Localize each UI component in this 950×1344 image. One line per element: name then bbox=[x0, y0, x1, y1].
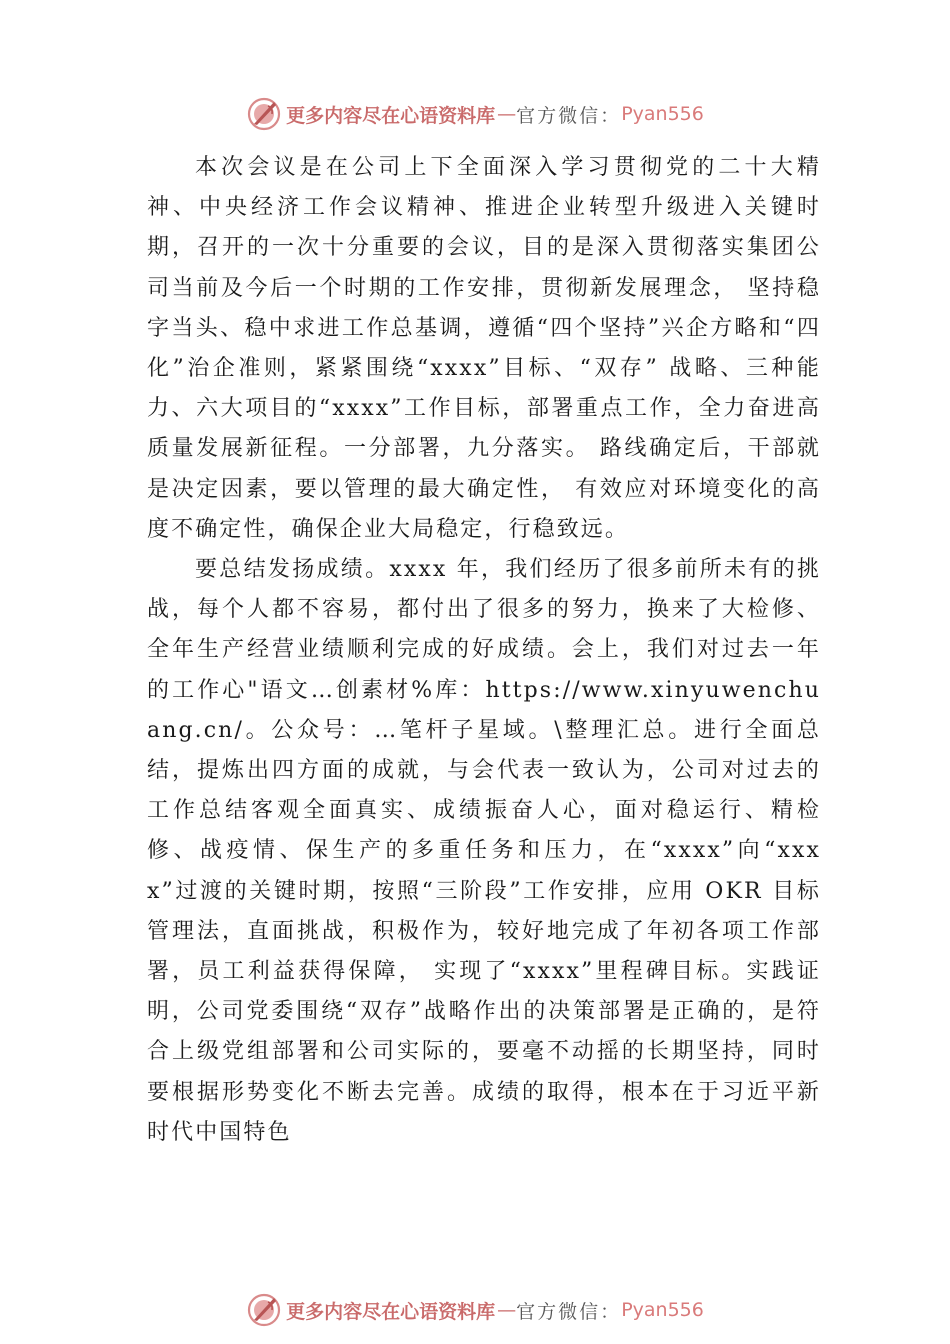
paragraph-1: 本次会议是在公司上下全面深入学习贯彻党的二十大精神、中央经济工作会议精神、推进企业转型升级进入关键时期，召开的一次十分重要的会议，目的是深入贯彻落实集团公司当前及今后一个时期的工作安排，贯彻新发展理念， 坚持稳字当头、稳中求进工作总基调，遵循“四个坚持”兴企方略和“四化”治企准则，紧紧围绕“xxxx”目标、“双存” 战略、三种能力、六大项目的“xxxx”工作目标，部署重点工作，全力奋进高质量发展新征程。一分部署，九分落实。 路线确定后，干部就是决定因素，要以管理的最大确定性， 有效应对环境变化的高度不确定性，确保企业大局稳定，行稳致远。 bbox=[147, 155, 821, 542]
wechat-id: Pyan556 bbox=[621, 1299, 704, 1321]
paragraph-2: 要总结发扬成绩。xxxx 年，我们经历了很多前所未有的挑战，每个人都不容易，都付出了很多的努力，换来了大检修、全年生产经营业绩顺利完成的好成绩。会上，我们对过去一年的工作心"语文…创素材%库：https://www.xinyuwenchuang.cn/。公众号：…笔杆子星域。\整理汇总。进行全面总结，提炼出四方面的成就，与会代表一致认为，公司对过去的工作总结客观全面真实、成绩振奋人心，面对稳运行、精检修、战疫情、保生产的多重任务和压力，在“xxxx”向“xxxx”过渡的关键时期，按照“三阶段”工作安排，应用 OKR 目标管理法，直面挑战，积极作为，较好地完成了年初各项工作部署，员工利益获得保障， 实现了“xxxx”里程碑目标。实践证明，公司党委围绕“双存”战略作出的决策部署是正确的，是符合上级党组部署和公司实际的，要毫不动摇的长期坚持，同时要根据形势变化不断去完善。成绩的取得，根本在于习近平新时代中国特色 bbox=[147, 557, 821, 1145]
quill-seal-icon bbox=[246, 96, 282, 132]
document-body bbox=[147, 148, 821, 1153]
official-wechat-label: 官方微信： bbox=[516, 1300, 622, 1323]
official-wechat-label: 官方微信： bbox=[516, 104, 622, 127]
wechat-id: Pyan556 bbox=[621, 103, 704, 125]
brand-name: 更多内容尽在心语资料库 bbox=[286, 1300, 496, 1323]
header-watermark bbox=[0, 94, 950, 134]
brand-dash: — bbox=[497, 103, 515, 125]
footer-watermark bbox=[0, 1290, 950, 1330]
quill-seal-icon bbox=[246, 1292, 282, 1328]
brand-dash: — bbox=[497, 1299, 515, 1321]
brand-name: 更多内容尽在心语资料库 bbox=[286, 104, 496, 127]
